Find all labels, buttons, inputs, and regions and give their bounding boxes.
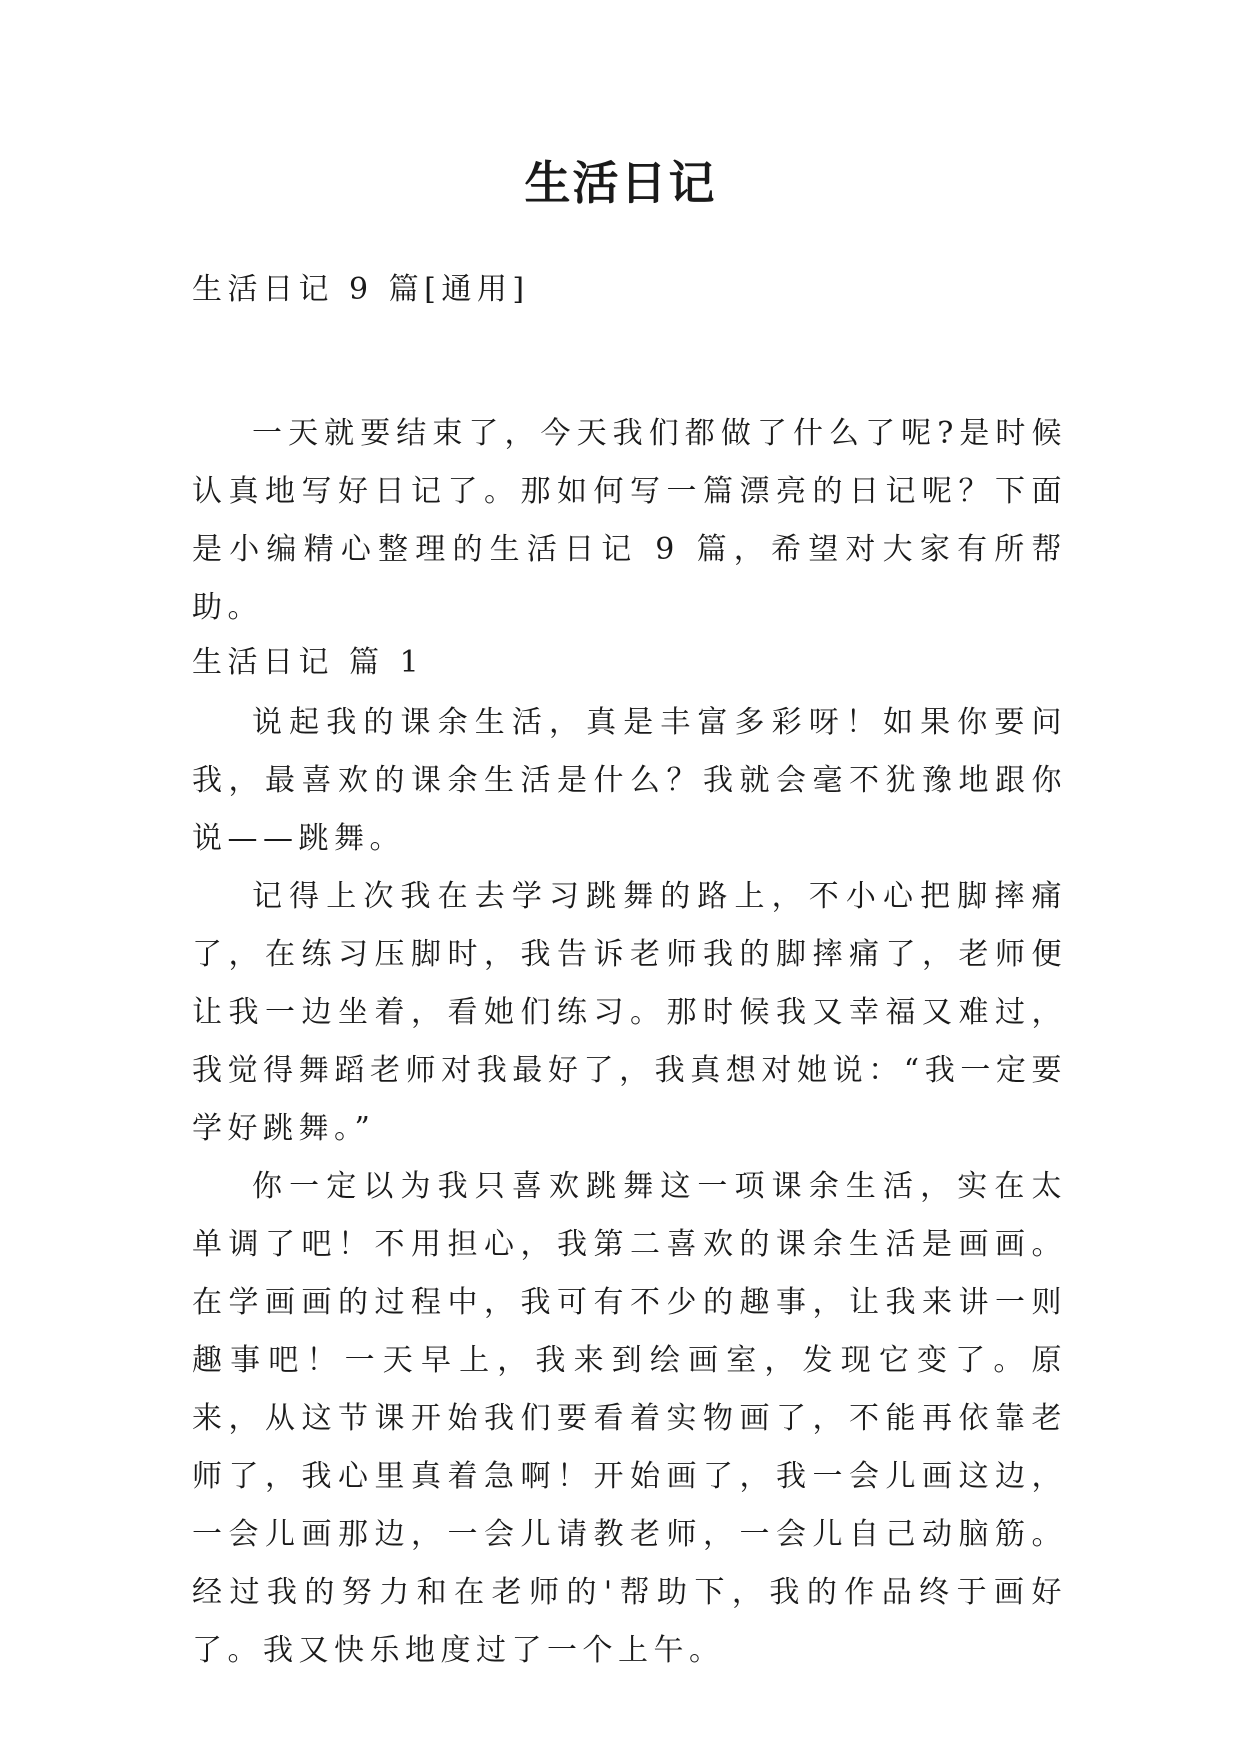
document-subtitle: 生活日记 9 篇[通用] <box>192 272 530 307</box>
body-paragraph: 记得上次我在去学习跳舞的路上，不小心把脚摔痛了，在练习压脚时，我告诉老师我的脚摔痛了，老师便让我一边坐着，看她们练习。那时候我又幸福又难过，我觉得舞蹈老师对我最好了，我真想对她说：“我一定要学好跳舞。” <box>192 879 1067 1146</box>
body-paragraph: 你一定以为我只喜欢跳舞这一项课余生活，实在太单调了吧！不用担心，我第二喜欢的课余生活是画画。在学画画的过程中，我可有不少的趣事，让我来讲一则趣事吧！一天早上，我来到绘画室，发现它变了。原来，从这节课开始我们要看着实物画了，不能再依靠老师了，我心里真着急啊！开始画了，我一会儿画这边，一会儿画那边，一会儿请教老师，一会儿自己动脑筋。经过我的努力和在老师的'帮助下，我的作品终于画好了。我又快乐地度过了一个上午。 <box>192 1169 1067 1668</box>
intro-paragraph: 一天就要结束了，今天我们都做了什么了呢?是时候认真地写好日记了。那如何写一篇漂亮的日记呢？下面是小编精心整理的生活日记 9 篇，希望对大家有所帮助。 <box>192 416 1067 625</box>
section-body <box>192 694 1067 1680</box>
section-heading: 生活日记 篇 1 <box>192 645 425 680</box>
document-title: 生活日记 <box>524 156 717 210</box>
body-paragraph: 说起我的课余生活，真是丰富多彩呀！如果你要问我，最喜欢的课余生活是什么？我就会毫不犹豫地跟你说——跳舞。 <box>192 705 1067 856</box>
